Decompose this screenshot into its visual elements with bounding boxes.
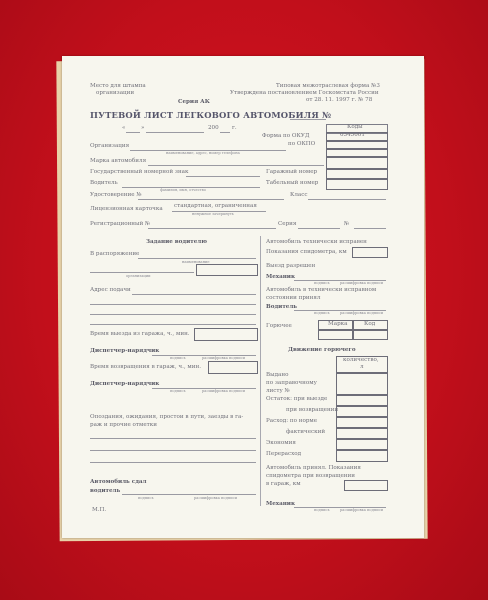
organization-label: Организация [90, 143, 130, 149]
mechanic-2-decode-hint: расшифровка подписи [340, 508, 383, 512]
tab-number-box[interactable] [326, 178, 388, 190]
mechanic-2-sign-hint: подпись [314, 508, 330, 512]
departure-time-box[interactable] [194, 328, 258, 341]
reg-number-label: Государственный номерной знак [90, 169, 189, 175]
return-odometer-box[interactable] [344, 480, 388, 491]
mechanic-label: Механик [266, 274, 295, 280]
car-handed-sign[interactable] [122, 494, 256, 495]
car-handed-sign-hint: подпись [138, 496, 154, 500]
mechanic-decode-hint: расшифровка подписи [340, 281, 383, 285]
remain-label: Остаток: при выезде [266, 396, 328, 402]
approved-label: Утверждена постановлением Госкомстата России [230, 90, 379, 96]
date-day-field[interactable] [126, 132, 140, 133]
issued-label-2: по заправочному [266, 380, 317, 386]
address-field-4[interactable] [90, 324, 256, 325]
address-field-3[interactable] [90, 314, 256, 315]
series-field[interactable] [298, 228, 340, 229]
accepted-driver-label: Водитель [266, 304, 298, 310]
delays-label-1: Опоздания, ожидания, простои в пути, заезды в га- [90, 414, 244, 420]
departure-time-label: Время выезда из гаража, ч., мин. [90, 331, 190, 337]
dispatcher-sign-hint-2: подпись [170, 389, 186, 393]
delays-field-3[interactable] [90, 462, 256, 463]
return-time-box[interactable] [208, 361, 258, 374]
fuel-code-box[interactable] [352, 329, 388, 340]
certificate-label: Удостоверение № [90, 192, 142, 198]
consumption-label: Расход: по норме [266, 418, 318, 424]
car-accepted-label-1: Автомобиль принял. Показания [266, 465, 361, 471]
date-quote-open: « [122, 125, 126, 131]
fuel-label: Горючее [266, 323, 292, 329]
delays-field-1[interactable] [90, 438, 256, 439]
odometer-box[interactable] [352, 247, 388, 258]
waybill-form [62, 56, 424, 538]
date-quote-close: » [141, 125, 145, 131]
odometer-label: Показания спидометра, км [266, 249, 347, 255]
license-card-label: Лицензионная карточка [90, 206, 163, 212]
car-make-label: Марка автомобиля [90, 158, 147, 164]
dispatcher-label-2: Диспетчер-нарядчик [90, 381, 160, 387]
driver-hint: фамилия, имя, отчество [160, 188, 206, 192]
car-accepted-label-2: спидометра при возвращении [266, 473, 355, 479]
dispatcher-label-1: Диспетчер-нарядчик [90, 348, 160, 354]
class-field[interactable] [308, 199, 386, 200]
form-number-line[interactable] [290, 119, 326, 120]
series-label: Серия АК [178, 99, 210, 105]
okpo-label: по ОКПО [288, 141, 316, 147]
accepted-label-1: Автомобиль в технически исправном [266, 287, 377, 293]
dispatcher-sign-hint-1: подпись [170, 356, 186, 360]
date-year-label: 200 [208, 125, 219, 131]
car-accepted-label-3: в гараж, км [266, 481, 301, 487]
accepted-decode-hint: расшифровка подписи [340, 311, 383, 315]
registration-label: Регистрационный № [90, 221, 151, 227]
form-title: ПУТЕВОЙ ЛИСТ ЛЕГКОВОГО АВТОМОБИЛЯ № [90, 110, 332, 120]
certificate-field[interactable] [138, 199, 284, 200]
consumption-actual-label: фактический [286, 429, 326, 435]
fuel-brand-box[interactable] [318, 329, 354, 340]
date-month-field[interactable] [146, 132, 204, 133]
task-header: Задание водителю [146, 239, 207, 245]
delays-label-2: раж и прочие отметки [90, 422, 157, 428]
garage-number-label: Гаражный номер [266, 169, 318, 175]
delays-field-2[interactable] [90, 450, 256, 451]
exit-allowed-label: Выезд разрешен [266, 263, 316, 269]
stamp-place-label: Место для штампа [90, 83, 146, 89]
date-year-suffix: г. [232, 125, 237, 131]
number-field[interactable] [354, 228, 386, 229]
address-field-1[interactable] [132, 294, 256, 295]
tech-ok-label: Автомобиль технически исправен [266, 239, 367, 245]
quantity-label: количество, [343, 357, 379, 363]
class-label: Класс [290, 192, 308, 198]
disposal-org-hint: организации [126, 274, 151, 278]
quantity-unit-label: л [360, 364, 364, 370]
overuse-box[interactable] [336, 449, 388, 462]
fuel-brand-label: Марка [328, 321, 348, 327]
stamp-organization-label: организации [96, 90, 135, 96]
return-time-label: Время возвращения в гараж, ч., мин. [90, 364, 201, 370]
reg-number-field[interactable] [186, 176, 260, 177]
disposal-name-hint: наименование [182, 260, 210, 264]
remain-return-label: при возвращении [286, 407, 339, 413]
driver-label: Водитель [90, 180, 118, 186]
approved-date-label: от 28. 11. 1997 г. № 78 [306, 97, 373, 103]
license-type: стандартная, ограниченная [174, 203, 257, 209]
disposal-org-field[interactable] [90, 272, 194, 273]
mechanic-2-label: Механик [266, 501, 295, 507]
form-type-label: Типовая межотраслевая форма №3 [276, 83, 380, 89]
fuel-movement-header: Движение горючего [288, 347, 356, 353]
disposal-code-box[interactable] [196, 264, 258, 276]
registration-field[interactable] [148, 228, 276, 229]
economy-label: Экономия [266, 440, 296, 446]
fuel-code-label: Код [364, 321, 376, 327]
car-handed-driver-label: водитель [90, 488, 121, 494]
issued-box[interactable] [336, 372, 388, 396]
address-field-2[interactable] [90, 304, 256, 305]
stamp-mp-label: М.П. [92, 507, 107, 513]
series-field-label: Серия [278, 221, 297, 227]
number-sign-label: № [344, 221, 350, 227]
disposal-label: В распоряжение [90, 251, 140, 257]
mechanic-sign-hint: подпись [314, 281, 330, 285]
codes-header: Коды [347, 124, 363, 130]
date-year-field[interactable] [220, 132, 230, 133]
accepted-sign-hint: подпись [314, 311, 330, 315]
okud-label: Форма по ОКУД [262, 133, 310, 139]
license-hint: ненужное зачеркнуть [192, 212, 234, 216]
column-divider [260, 236, 261, 506]
organization-hint: наименование, адрес, номер телефона [166, 151, 240, 155]
dispatcher-decode-hint-2: расшифровка подписи [202, 389, 245, 393]
car-handed-label: Автомобиль сдал [90, 479, 147, 485]
issued-label-1: Выдано [266, 372, 289, 378]
disposal-field[interactable] [138, 258, 256, 259]
dispatcher-decode-hint-1: расшифровка подписи [202, 356, 245, 360]
car-handed-decode-hint: расшифровка подписи [194, 496, 237, 500]
tab-number-label: Табельный номер [266, 180, 319, 186]
accepted-label-2: состоянии принял [266, 295, 321, 301]
issued-label-3: листу № [266, 388, 290, 394]
okud-value: 0345001 [340, 132, 365, 138]
car-make-field[interactable] [148, 165, 324, 166]
address-label: Адрес подачи [90, 287, 131, 293]
overuse-label: Перерасход [266, 451, 302, 457]
